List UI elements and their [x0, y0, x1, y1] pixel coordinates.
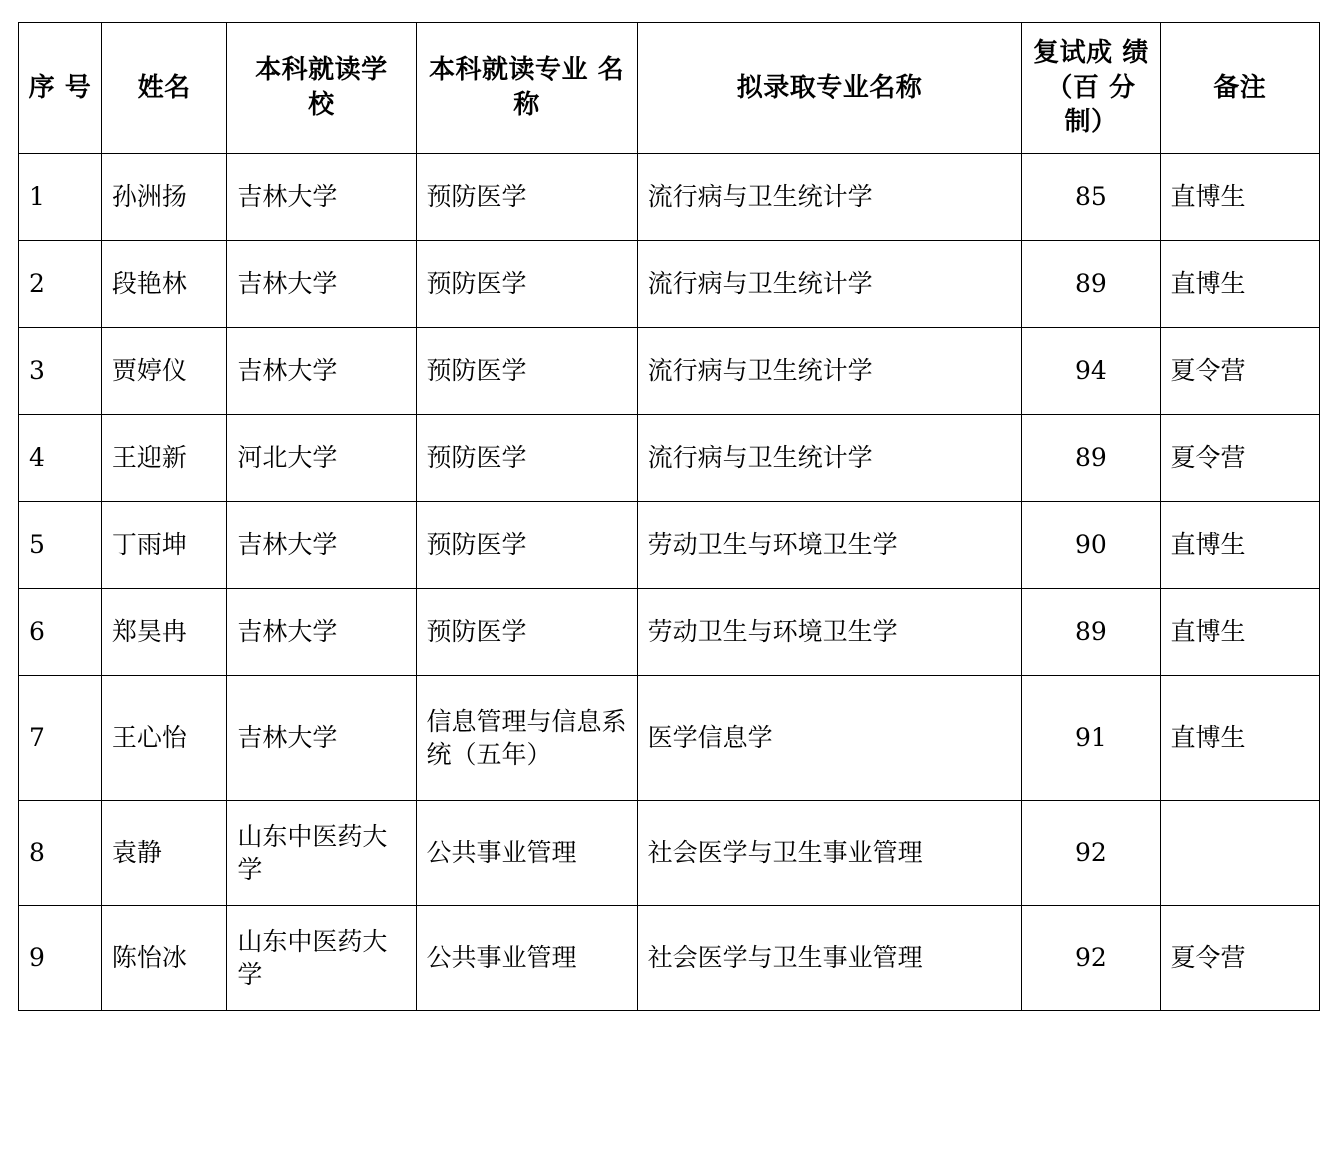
cell-note: 夏令营: [1160, 328, 1319, 415]
cell-school: 吉林大学: [227, 328, 416, 415]
cell-score: 89: [1022, 589, 1160, 676]
cell-name: 孙洲扬: [101, 154, 226, 241]
cell-school: 吉林大学: [227, 676, 416, 801]
cell-note: [1160, 801, 1319, 906]
cell-school: 吉林大学: [227, 241, 416, 328]
cell-index: 2: [19, 241, 102, 328]
table-row: [19, 502, 1320, 589]
cell-index: 4: [19, 415, 102, 502]
cell-score: 90: [1022, 502, 1160, 589]
cell-school: 山东中医药大学: [227, 906, 416, 1011]
cell-name: 丁雨坤: [101, 502, 226, 589]
admission-table: [18, 22, 1320, 1011]
table-header: [19, 23, 1320, 154]
cell-major: 预防医学: [416, 154, 637, 241]
cell-school: 吉林大学: [227, 154, 416, 241]
cell-score: 89: [1022, 415, 1160, 502]
cell-note: 夏令营: [1160, 415, 1319, 502]
cell-note: 夏令营: [1160, 906, 1319, 1011]
cell-target-major: 劳动卫生与环境卫生学: [637, 502, 1022, 589]
cell-note: 直博生: [1160, 154, 1319, 241]
cell-major: 预防医学: [416, 589, 637, 676]
cell-note: 直博生: [1160, 676, 1319, 801]
cell-name: 贾婷仪: [101, 328, 226, 415]
cell-major: 预防医学: [416, 241, 637, 328]
table-body: [19, 154, 1320, 1011]
column-header-index: 序 号: [19, 23, 102, 154]
cell-note: 直博生: [1160, 502, 1319, 589]
cell-index: 1: [19, 154, 102, 241]
cell-score: 92: [1022, 801, 1160, 906]
cell-target-major: 流行病与卫生统计学: [637, 328, 1022, 415]
column-header-major: 本科就读专业 名称: [416, 23, 637, 154]
cell-target-major: 社会医学与卫生事业管理: [637, 801, 1022, 906]
cell-score: 94: [1022, 328, 1160, 415]
cell-index: 5: [19, 502, 102, 589]
cell-name: 陈怡冰: [101, 906, 226, 1011]
cell-name: 郑昊冉: [101, 589, 226, 676]
cell-target-major: 劳动卫生与环境卫生学: [637, 589, 1022, 676]
cell-note: 直博生: [1160, 589, 1319, 676]
column-header-school: 本科就读学 校: [227, 23, 416, 154]
cell-index: 6: [19, 589, 102, 676]
cell-score: 89: [1022, 241, 1160, 328]
cell-target-major: 医学信息学: [637, 676, 1022, 801]
column-header-name: 姓名: [101, 23, 226, 154]
table-row: [19, 241, 1320, 328]
cell-name: 王心怡: [101, 676, 226, 801]
table-row: [19, 906, 1320, 1011]
cell-name: 段艳林: [101, 241, 226, 328]
cell-major: 预防医学: [416, 328, 637, 415]
table-row: [19, 415, 1320, 502]
cell-index: 9: [19, 906, 102, 1011]
cell-major: 预防医学: [416, 502, 637, 589]
cell-target-major: 流行病与卫生统计学: [637, 154, 1022, 241]
cell-school: 山东中医药大学: [227, 801, 416, 906]
cell-target-major: 流行病与卫生统计学: [637, 415, 1022, 502]
column-header-score: 复试成 绩（百 分制）: [1022, 23, 1160, 154]
cell-name: 王迎新: [101, 415, 226, 502]
cell-index: 8: [19, 801, 102, 906]
table-row: [19, 676, 1320, 801]
cell-school: 吉林大学: [227, 502, 416, 589]
cell-major: 公共事业管理: [416, 906, 637, 1011]
cell-index: 7: [19, 676, 102, 801]
table-row: [19, 328, 1320, 415]
column-header-target-major: 拟录取专业名称: [637, 23, 1022, 154]
column-header-note: 备注: [1160, 23, 1319, 154]
table-header-row: [19, 23, 1320, 154]
cell-major: 公共事业管理: [416, 801, 637, 906]
cell-name: 袁静: [101, 801, 226, 906]
cell-school: 吉林大学: [227, 589, 416, 676]
cell-index: 3: [19, 328, 102, 415]
cell-score: 85: [1022, 154, 1160, 241]
table-row: [19, 589, 1320, 676]
cell-school: 河北大学: [227, 415, 416, 502]
cell-major: 信息管理与信息系统（五年）: [416, 676, 637, 801]
cell-target-major: 社会医学与卫生事业管理: [637, 906, 1022, 1011]
cell-target-major: 流行病与卫生统计学: [637, 241, 1022, 328]
table-row: [19, 154, 1320, 241]
cell-major: 预防医学: [416, 415, 637, 502]
cell-note: 直博生: [1160, 241, 1319, 328]
cell-score: 92: [1022, 906, 1160, 1011]
table-row: [19, 801, 1320, 906]
cell-score: 91: [1022, 676, 1160, 801]
